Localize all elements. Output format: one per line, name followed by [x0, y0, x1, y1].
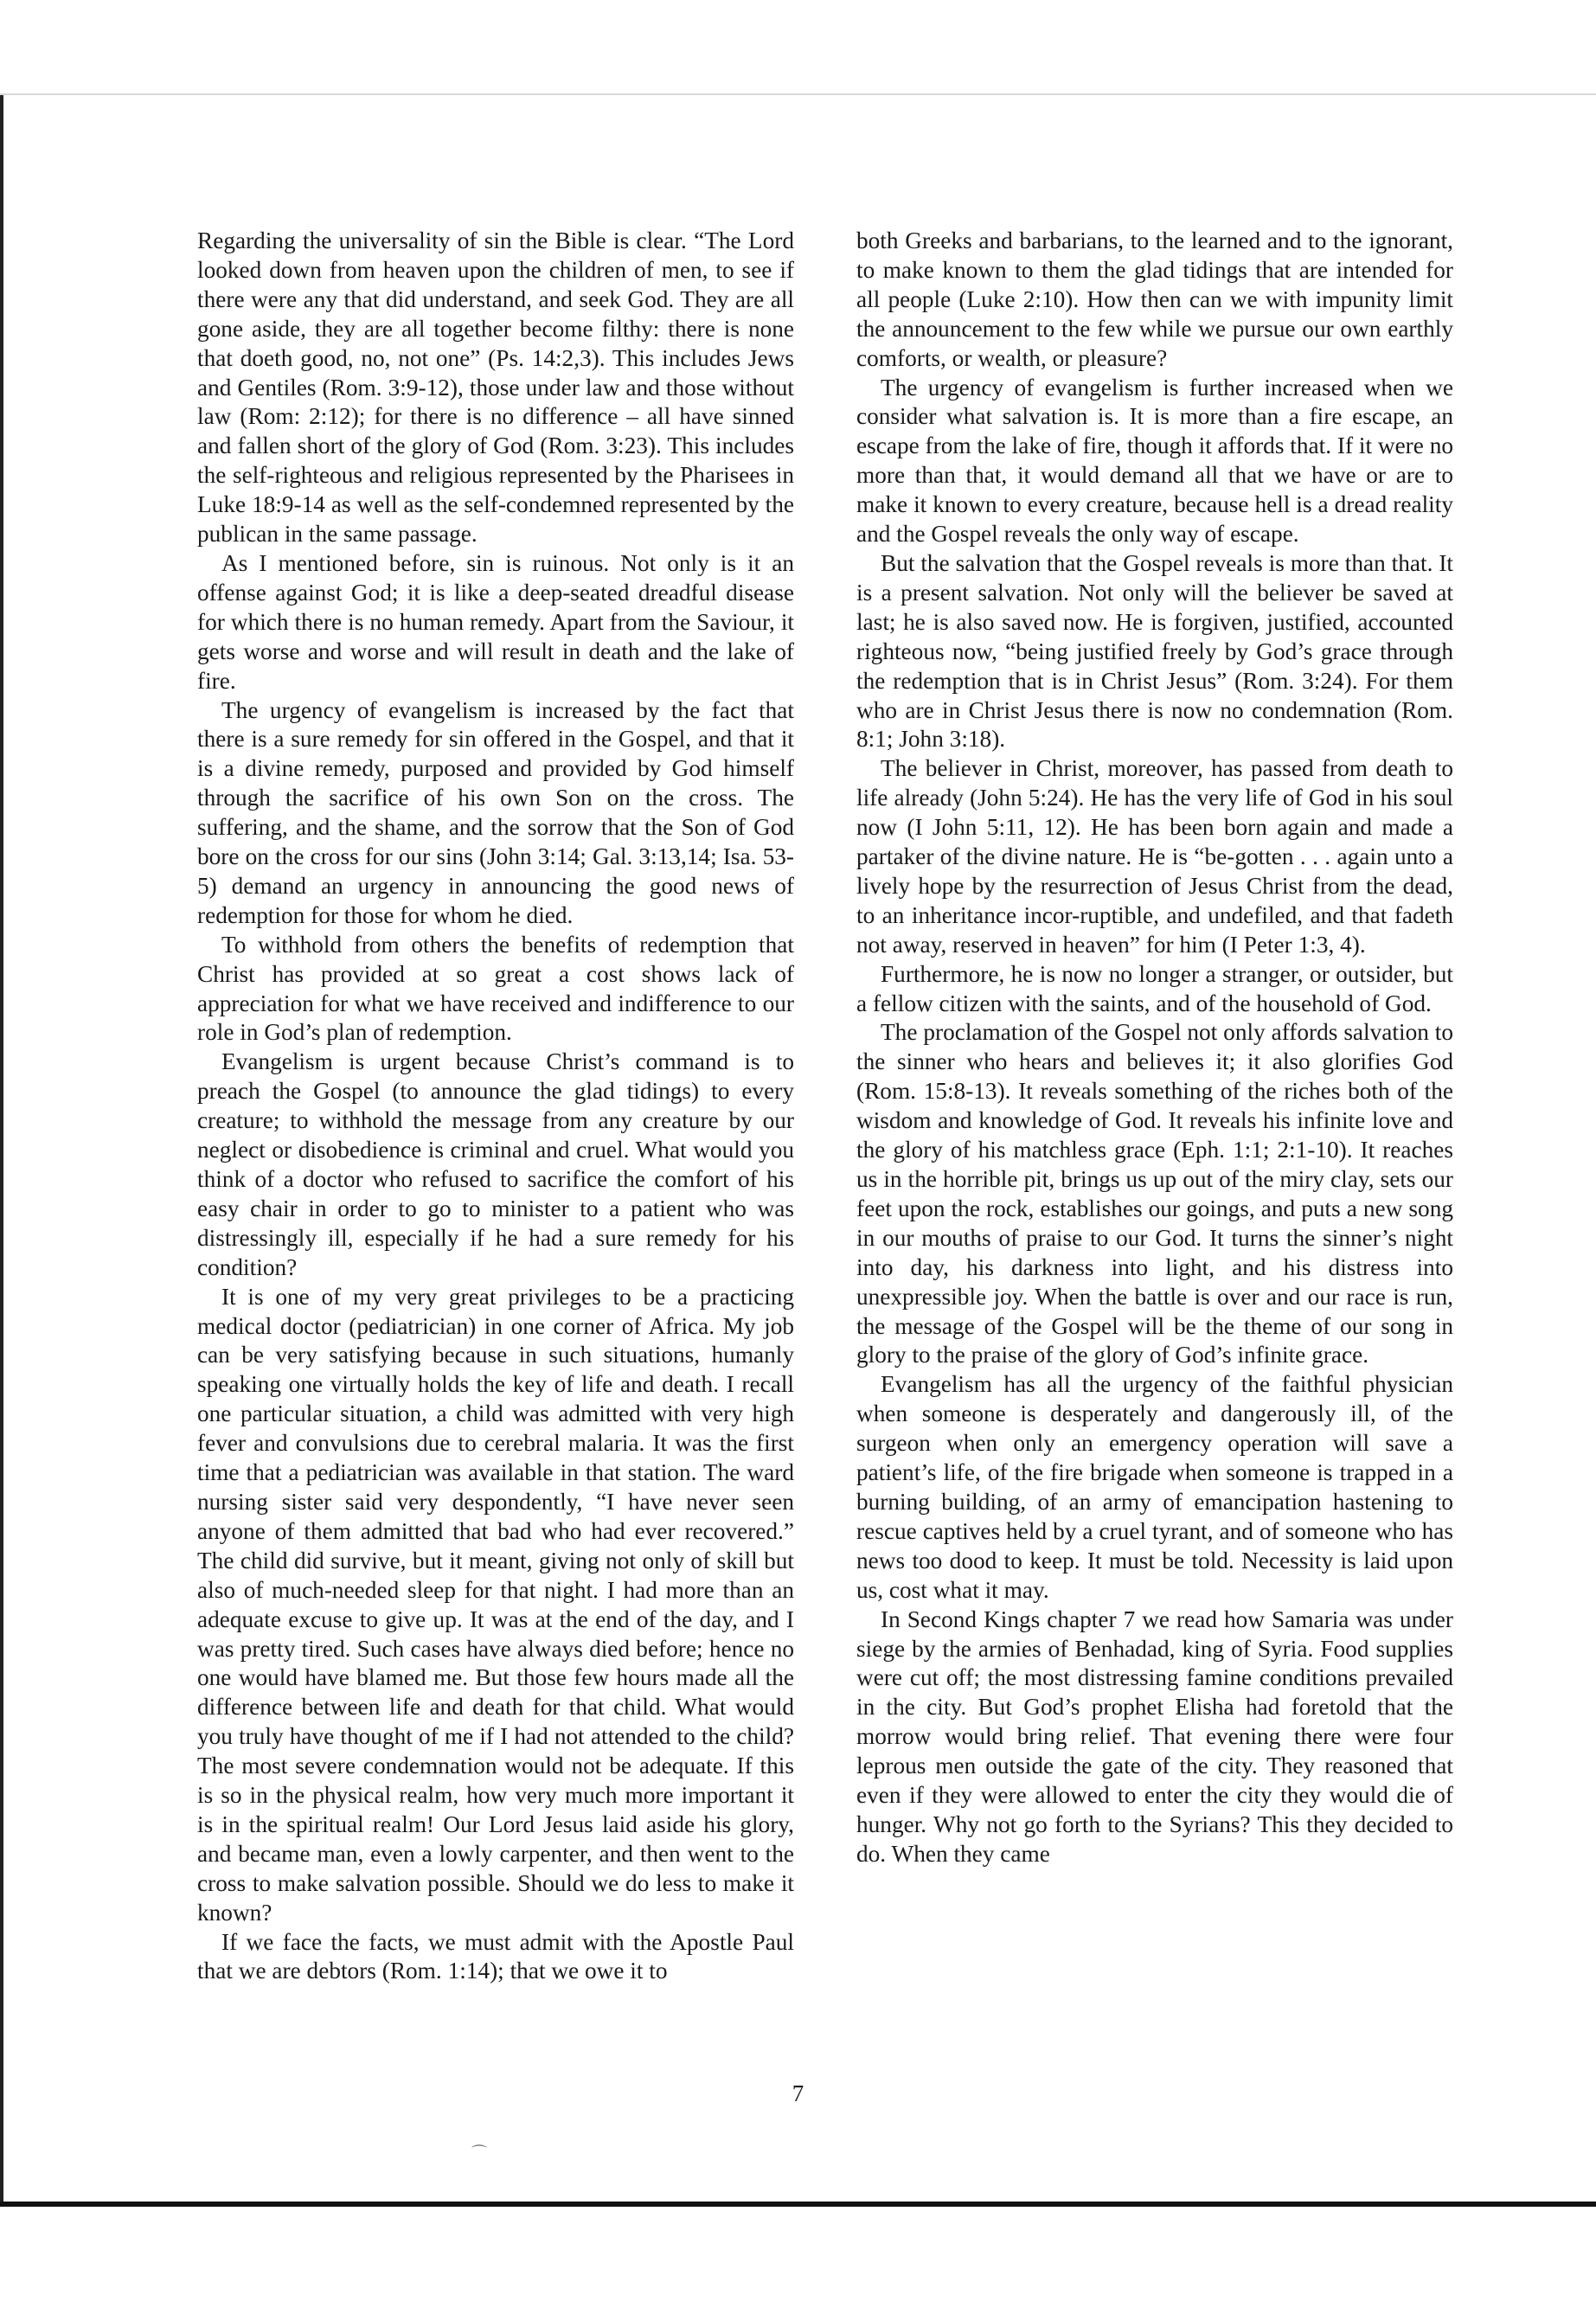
paragraph: To withhold from others the benefits of redemption that Christ has provided at so great a cost shows lack of appreciation for what we have received and indifference to our role in God’s plan of redemption.	[197, 931, 794, 1046]
paragraph: The believer in Christ, moreover, has passed from death to life already (John 5:24). He has the very life of God in his soul now (I John 5:11, 12). He has been born again and made a partaker of the divine nature. He is “be-gotten . . . again unto a lively hope by the resurrection of Jesus Christ from the dead, to an inheritance incor-ruptible, and undefiled, and that fadeth not away, reserved in heaven” for him (I Peter 1:3, 4).	[856, 755, 1453, 958]
right-column	[856, 227, 1453, 1869]
paragraph: Regarding the universality of sin the Bible is clear. “The Lord looked down from heaven upon the children of men, to see if there were any that did understand, and seek God. They are all gone aside, they are all together become filthy: there is none that doeth good, no, not one” (Ps. 14:2,3). This includes Jews and Gentiles (Rom. 3:9-12), those under law and those without law (Rom: 2:12); for there is no difference – all have sinned and fallen short of the glory of God (Rom. 3:23). This includes the self-righteous and religious represented by the Pharisees in Luke 18:9-14 as well as the self-condemned represented by the publican in the same passage.	[197, 228, 794, 548]
scan-top-edge	[0, 93, 1596, 95]
paragraph: If we face the facts, we must admit with the Apostle Paul that we are debtors (Rom. 1:14); that we owe it to	[197, 1928, 794, 1984]
paragraph: As I mentioned before, sin is ruinous. Not only is it an offense against God; it is like a deep-seated dreadful disease for which there is no human remedy. Apart from the Saviour, it gets worse and worse and will result in death and the lake of fire.	[197, 549, 794, 694]
paragraph: The proclamation of the Gospel not only affords salvation to the sinner who hears and believes it; it also glorifies God (Rom. 15:8-13). It reveals something of the riches both of the wisdom and knowledge of God. It reveals his infinite love and the glory of his matchless grace (Eph. 1:1; 2:1-10). It reaches us in the horrible pit, brings us up out of the miry clay, sets our feet upon the rock, establishes our goings, and puts a new song in our mouths of praise to our God. It turns the sinner’s night into day, his darkness into light, and his distress into unexpressible joy. When the battle is over and our race is run, the message of the Gospel will be the theme of our song in glory to the praise of the glory of God’s infinite grace.	[856, 1019, 1453, 1368]
paragraph: The urgency of evangelism is increased by the fact that there is a sure remedy for sin offered in the Gospel, and that it is a divine remedy, purposed and provided by God himself through the sacrifice of his own Son on the cross. The suffering, and the shame, and the sorrow that the Son of God bore on the cross for our sins (John 3:14; Gal. 3:13,14; Isa. 53-5) demand an urgency in announcing the good news of redemption for those for whom he died.	[197, 696, 794, 928]
paragraph: It is one of my very great privileges to be a practicing medical doctor (pediatrician) in one corner of Africa. My job can be very satisfying because in such situations, humanly speaking one virtually holds the key of life and death. I recall one particular situation, a child was admitted with very high fever and convulsions due to cerebral malaria. It was the first time that a pediatrician was available in that station. The ward nursing sister said very despondently, “I have never seen anyone of them admitted that bad who had ever recovered.” The child did survive, but it meant, giving not only of skill but also of much-needed sleep for that night. I had more than an adequate excuse to give up. It was at the end of the day, and I was pretty tired. Such cases have always died before; hence no one would have blamed me. But those few hours made all the difference between life and death for that child. What would you truly have thought of me if I had not attended to the child? The most severe condemnation would not be adequate. If this is so in the physical realm, how very much more important it is in the spiritual realm! Our Lord Jesus laid aside his glory, and became man, even a lowly carpenter, and then went to the cross to make salvation possible. Should we do less to make it known?	[197, 1283, 794, 1926]
page-number: 7	[792, 2080, 804, 2106]
paragraph: The urgency of evangelism is further increased when we consider what salvation is. It is more than a fire escape, an escape from the lake of fire, though it affords that. If it were no more than that, it would demand all that we have or are to make it known to every creature, because hell is a dread reality and the Gospel reveals the only way of escape.	[856, 374, 1454, 548]
left-column	[197, 227, 794, 1986]
paragraph: Furthermore, he is now no longer a stranger, or outsider, but a fellow citizen with the saints, and of the household of God.	[856, 960, 1453, 1016]
paragraph: Evangelism is urgent because Christ’s command is to preach the Gospel (to announce the glad tidings) to every creature; to withhold the message from any creature by our neglect or disobedience is criminal and cruel. What would you think of a doctor who refused to sacrifice the comfort of his easy chair in order to go to minister to a patient who was distressingly ill, especially if he had a sure remedy for his condition?	[197, 1048, 794, 1280]
paragraph: both Greeks and barbarians, to the learned and to the ignorant, to make known to them the glad tidings that are intended for all people (Luke 2:10). How then can we with impunity limit the announcement to the few while we pursue our own earthly comforts, or wealth, or pleasure?	[856, 228, 1453, 371]
paragraph: In Second Kings chapter 7 we read how Samaria was under siege by the armies of Benhadad, king of Syria. Food supplies were cut off; the most distressing famine conditions prevailed in the city. But God’s prophet Elisha had foretold that the morrow would bring relief. That evening there were four leprous men outside the gate of the city. They reasoned that even if they were allowed to enter the city they would die of hunger. Why not go forth to the Syrians? This they decided to do. When they came	[856, 1606, 1453, 1867]
scan-left-edge	[0, 95, 3, 2206]
scan-artifact-mark: ⌒	[471, 2144, 487, 2162]
paragraph: Evangelism has all the urgency of the faithful physician when someone is desperately and dangerously ill, of the surgeon when only an emergency operation will save a patient’s life, of the fire brigade when someone is trapped in a burning building, of an army of emancipation hastening to rescue captives held by a cruel tyrant, and of someone who has news too dood to keep. It must be told. Necessity is laid upon us, cost what it may.	[856, 1371, 1453, 1603]
scan-bottom-edge	[0, 2202, 1596, 2207]
paragraph: But the salvation that the Gospel reveals is more than that. It is a present salvation. Not only will the believer be saved at last; he is also saved now. He is forgiven, justified, accounted righteous now, “being justified freely by God’s grace through the redemption that is in Christ Jesus” (Rom. 3:24). For them who are in Christ Jesus there is now no condemnation (Rom. 8:1; John 3:18).	[856, 549, 1453, 753]
